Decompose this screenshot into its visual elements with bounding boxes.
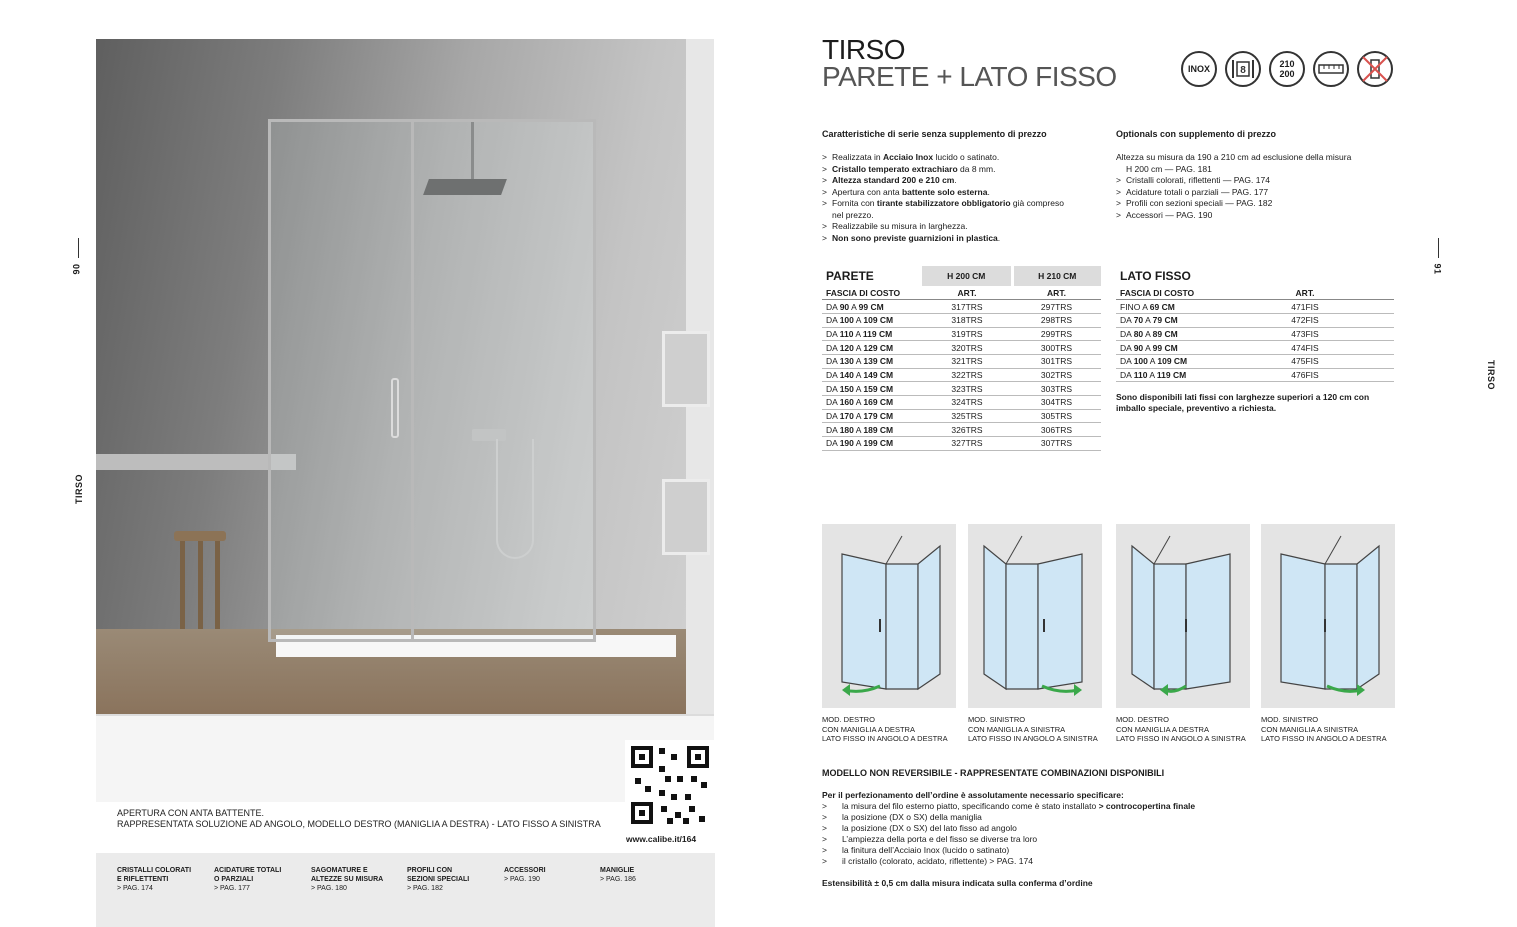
page-title: TIRSO: [822, 34, 906, 65]
list-item: > Acidature totali o parziali — PAG. 177: [1116, 187, 1400, 199]
qr-code[interactable]: [625, 740, 715, 830]
standard-heading: Caratteristiche di serie senza supplemento di prezzo: [822, 129, 1047, 139]
cost-range: DA 110 A 119 CM: [822, 327, 922, 341]
feature-icons: [1181, 51, 1393, 87]
lato-fisso-note: Sono disponibili lati fissi con larghezze superiori a 120 cm con imballo speciale, preventivo a richiesta.: [1116, 392, 1370, 413]
optionals-heading: Optionals con supplemento di prezzo: [1116, 129, 1277, 139]
art-code: 476FIS: [1216, 368, 1394, 382]
art-code-h200: 326TRS: [922, 423, 1012, 437]
non-reversible-warning: MODELLO NON REVERSIBILE - RAPPRESENTATE COMBINAZIONI DISPONIBILI: [822, 768, 1165, 778]
art-code-h210: 307TRS: [1012, 437, 1101, 451]
column-header: ART.: [922, 286, 1012, 300]
list-item: > la finitura dell’Acciaio Inox (lucido o satinato): [822, 845, 1195, 856]
cost-range: DA 110 A 119 CM: [1116, 368, 1216, 382]
cost-range: DA 80 A 89 CM: [1116, 327, 1216, 341]
list-item: H 200 cm — PAG. 181: [1126, 163, 1212, 174]
cost-range: DA 160 A 169 CM: [822, 396, 922, 410]
table-row: [822, 341, 1101, 355]
cost-range: DA 180 A 189 CM: [822, 423, 922, 437]
info-item: MANIGLIE > PAG. 186: [600, 867, 636, 883]
no-gasket-icon: [1357, 51, 1393, 87]
art-code-h200: 327TRS: [922, 437, 1012, 451]
right-page-rule: [1438, 238, 1439, 258]
optionals-list: [1116, 152, 1400, 221]
info-item: SAGOMATURE E ALTEZZE SU MISURA > PAG. 180: [311, 867, 384, 892]
list-item: > il cristallo (colorato, acidato, riflettente) > PAG. 174: [822, 856, 1195, 867]
art-code-h210: 298TRS: [1012, 313, 1101, 327]
page-subtitle: PARETE + LATO FISSO: [822, 61, 1117, 92]
art-code-h200: 325TRS: [922, 409, 1012, 423]
table-row: [822, 300, 1101, 314]
cost-range: DA 100 A 109 CM: [822, 313, 922, 327]
diagram-caption: MOD. DESTRO CON MANIGLIA A DESTRA LATO FISSO IN ANGOLO A DESTRA: [822, 715, 948, 743]
height-icon: 210 200: [1269, 51, 1305, 87]
table-row: [822, 437, 1101, 451]
list-item: > Non sono previste guarnizioni in plastica.: [822, 233, 1102, 245]
list-item: > Profili con sezioni speciali — PAG. 182: [1116, 198, 1400, 210]
list-item: > L’ampiezza della porta e del fisso se diverse tra loro: [822, 834, 1195, 845]
info-item: CRISTALLI COLORATI E RIFLETTENTI > PAG. 174: [117, 867, 192, 892]
art-code-h210: 305TRS: [1012, 409, 1101, 423]
list-item: Altezza su misura da 190 a 210 cm ad esclusione della misura: [1116, 152, 1352, 162]
diagram-caption: MOD. DESTRO CON MANIGLIA A DESTRA LATO FISSO IN ANGOLO A SINISTRA: [1116, 715, 1246, 743]
configuration-diagram: [1116, 524, 1250, 708]
list-item: > Realizzata in Acciaio Inox lucido o satinato.: [822, 152, 1102, 164]
configuration-diagram: [822, 524, 956, 708]
right-page-number: 91: [1432, 263, 1443, 275]
column-header: ART.: [1216, 286, 1394, 300]
art-code-h210: 306TRS: [1012, 423, 1101, 437]
list-item: > Cristalli colorati, riflettenti — PAG. 174: [1116, 175, 1400, 187]
art-code-h210: 301TRS: [1012, 354, 1101, 368]
cost-range: DA 90 A 99 CM: [1116, 341, 1216, 355]
photo-caption: APERTURA CON ANTA BATTENTE. RAPPRESENTATA SOLUZIONE AD ANGOLO, MODELLO DESTRO (MANIGLIA A DESTRA) - LATO FISSO A SINISTRA: [117, 808, 601, 829]
column-header: ART.: [1012, 286, 1101, 300]
art-code-h200: 322TRS: [922, 368, 1012, 382]
art-code-h210: 297TRS: [1012, 300, 1101, 314]
svg-text:8: 8: [1240, 65, 1246, 76]
art-code-h210: 299TRS: [1012, 327, 1101, 341]
table-row: [822, 354, 1101, 368]
cost-range: DA 120 A 129 CM: [822, 341, 922, 355]
table-row: [1116, 300, 1394, 314]
list-item: > la posizione (DX o SX) della maniglia: [822, 812, 1195, 823]
table-row: [822, 423, 1101, 437]
inox-icon: INOX: [1181, 51, 1217, 87]
art-code-h200: 317TRS: [922, 300, 1012, 314]
cost-range: DA 140 A 149 CM: [822, 368, 922, 382]
left-page-rule: [78, 238, 79, 258]
shower-photo: [96, 39, 714, 802]
art-code: 471FIS: [1216, 300, 1394, 314]
table-row: [1116, 327, 1394, 341]
art-code-h210: 300TRS: [1012, 341, 1101, 355]
list-item: > Apertura con anta battente solo esterna.: [822, 187, 1102, 199]
configuration-diagram: [1261, 524, 1395, 708]
art-code-h200: 318TRS: [922, 313, 1012, 327]
list-item: > la posizione (DX o SX) del lato fisso ad angolo: [822, 823, 1195, 834]
art-code-h200: 320TRS: [922, 341, 1012, 355]
h200-header: H 200 CM: [922, 266, 1012, 286]
table-row: [822, 368, 1101, 382]
cost-range: DA 190 A 199 CM: [822, 437, 922, 451]
cost-range: FINO A 69 CM: [1116, 300, 1216, 314]
h210-header: H 210 CM: [1012, 266, 1101, 286]
parete-table: [822, 266, 1101, 451]
order-list: [822, 801, 1195, 867]
cost-range: DA 170 A 179 CM: [822, 409, 922, 423]
list-item: > Fornita con tirante stabilizzatore obbligatorio già compreso: [822, 198, 1102, 210]
info-item: ACIDATURE TOTALI O PARZIALI > PAG. 177: [214, 867, 282, 892]
art-code-h210: 304TRS: [1012, 396, 1101, 410]
art-code: 474FIS: [1216, 341, 1394, 355]
table-row: [822, 313, 1101, 327]
qr-url[interactable]: www.calibe.it/164: [626, 834, 697, 844]
order-heading: Per il perfezionamento dell’ordine è assolutamente necessario specificare:: [822, 790, 1124, 800]
cost-range: DA 70 A 79 CM: [1116, 313, 1216, 327]
custom-width-icon: [1313, 51, 1349, 87]
table-row: [1116, 368, 1394, 382]
left-side-label: TIRSO: [74, 473, 85, 505]
art-code-h200: 323TRS: [922, 382, 1012, 396]
art-code: 472FIS: [1216, 313, 1394, 327]
lato-fisso-table: [1116, 266, 1394, 382]
cost-range: DA 150 A 159 CM: [822, 382, 922, 396]
list-item: > Realizzabile su misura in larghezza.: [822, 221, 1102, 233]
art-code-h210: 302TRS: [1012, 368, 1101, 382]
list-item: > Accessori — PAG. 190: [1116, 210, 1400, 222]
column-header: FASCIA DI COSTO: [822, 286, 922, 300]
art-code-h210: 303TRS: [1012, 382, 1101, 396]
info-item: PROFILI CON SEZIONI SPECIALI > PAG. 182: [407, 867, 470, 892]
table-row: [1116, 354, 1394, 368]
table-row: [822, 409, 1101, 423]
standard-list: [822, 152, 1102, 244]
art-code-h200: 321TRS: [922, 354, 1012, 368]
table-row: [1116, 341, 1394, 355]
cost-range: DA 100 A 109 CM: [1116, 354, 1216, 368]
table-row: [822, 327, 1101, 341]
cost-range: DA 90 A 99 CM: [822, 300, 922, 314]
cost-range: DA 130 A 139 CM: [822, 354, 922, 368]
glass-8mm-icon: [1225, 51, 1261, 87]
art-code-h200: 319TRS: [922, 327, 1012, 341]
list-item: > Altezza standard 200 e 210 cm.: [822, 175, 1102, 187]
diagram-caption: MOD. SINISTRO CON MANIGLIA A SINISTRA LATO FISSO IN ANGOLO A DESTRA: [1261, 715, 1387, 743]
list-item: > la misura del filo esterno piatto, specificando come è stato installato > controcopertina finale: [822, 801, 1195, 812]
parete-title: PARETE: [826, 269, 874, 283]
table-row: [1116, 313, 1394, 327]
table-row: [822, 396, 1101, 410]
art-code: 473FIS: [1216, 327, 1394, 341]
table-row: [822, 382, 1101, 396]
list-item: nel prezzo.: [832, 209, 874, 220]
art-code: 475FIS: [1216, 354, 1394, 368]
configuration-diagram: [968, 524, 1102, 708]
extensibility-note: Estensibilità ± 0,5 cm dalla misura indicata sulla conferma d’ordine: [822, 878, 1093, 888]
art-code-h200: 324TRS: [922, 396, 1012, 410]
right-side-label: TIRSO: [1486, 359, 1497, 391]
info-bar: [96, 853, 715, 927]
lato-fisso-title: LATO FISSO: [1120, 269, 1191, 283]
list-item: > Cristallo temperato extrachiaro da 8 mm.: [822, 164, 1102, 176]
diagram-caption: MOD. SINISTRO CON MANIGLIA A SINISTRA LATO FISSO IN ANGOLO A SINISTRA: [968, 715, 1098, 743]
left-page-number: 90: [71, 263, 82, 275]
info-item: ACCESSORI > PAG. 190: [504, 867, 546, 883]
column-header: FASCIA DI COSTO: [1116, 286, 1216, 300]
